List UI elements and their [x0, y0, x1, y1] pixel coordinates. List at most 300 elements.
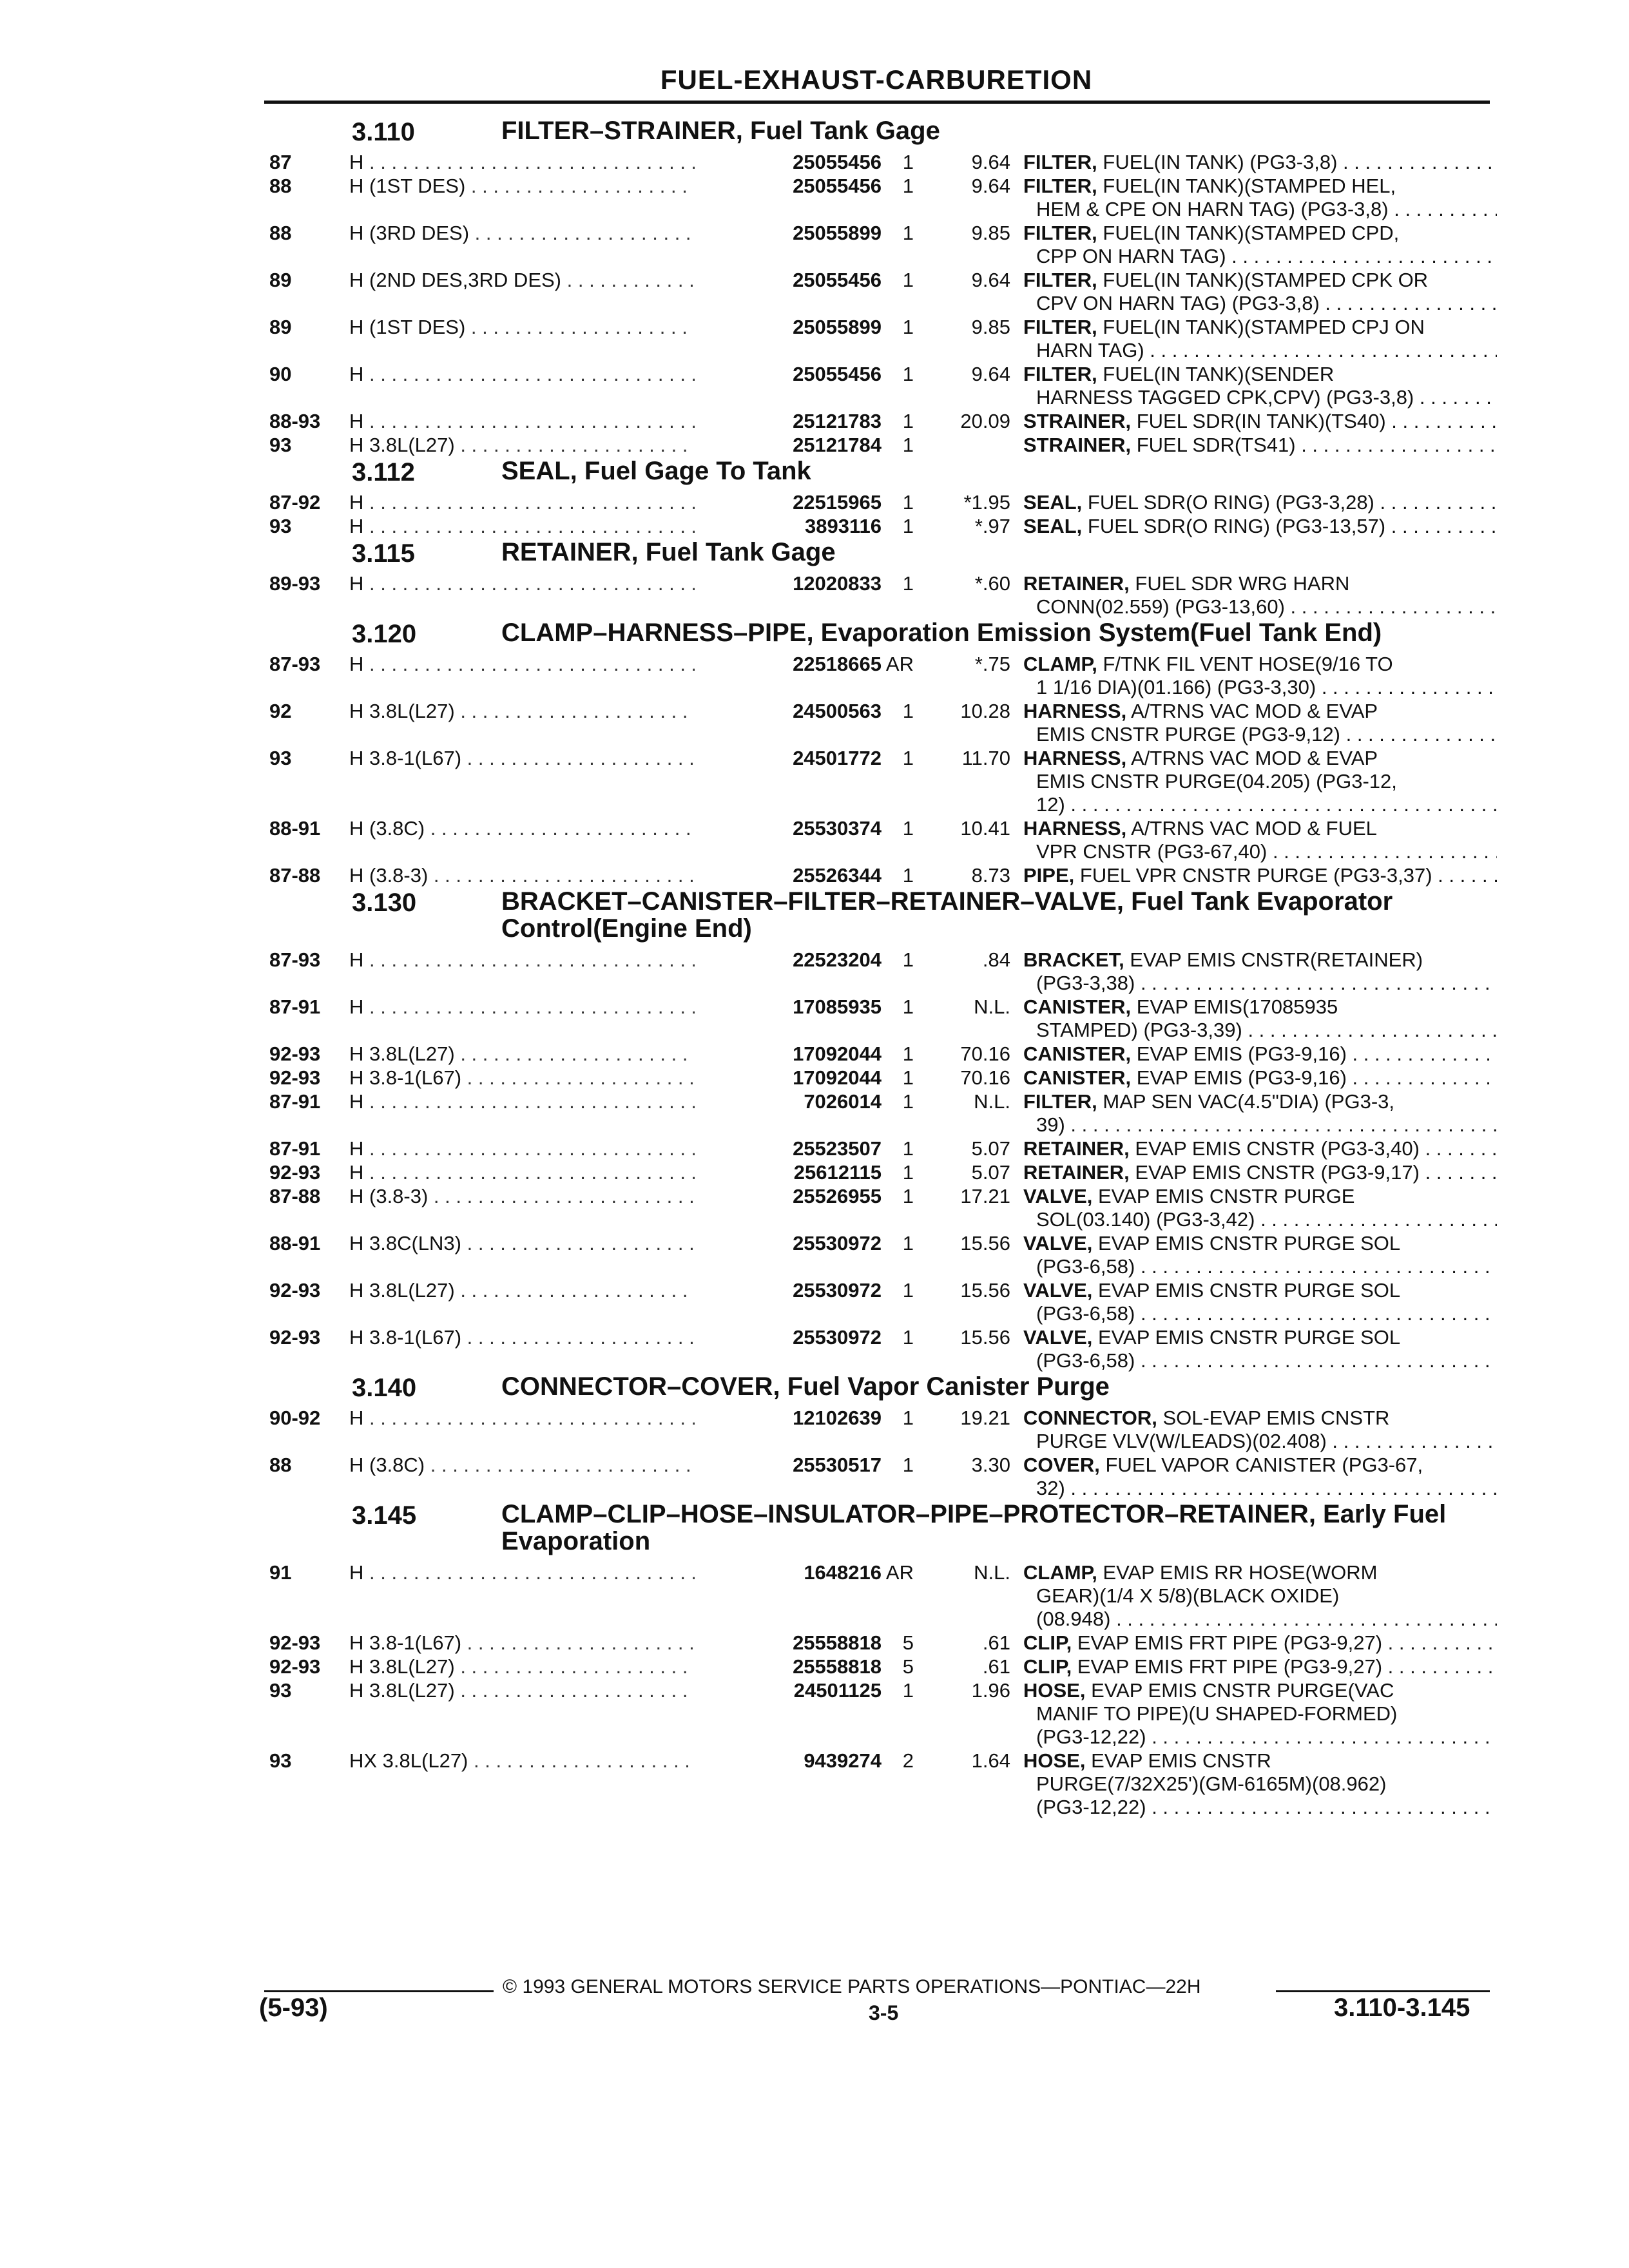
footer-copyright: © 1993 GENERAL MOTORS SERVICE PARTS OPERATIONS—PONTIAC—22H	[503, 1976, 1201, 1997]
model-years: 87-93	[269, 948, 321, 971]
description-line: CPV ON HARN TAG) (PG3-3,8) . . .	[1023, 292, 1497, 315]
description-keyword: HARNESS,	[1023, 700, 1127, 722]
description-line	[1023, 864, 1497, 887]
part-row	[269, 222, 1494, 269]
part-description	[1023, 700, 1497, 746]
description-line	[1023, 515, 1497, 538]
part-row	[269, 1090, 1494, 1137]
part-row	[269, 1407, 1494, 1454]
part-row	[269, 1655, 1494, 1679]
description-text: FUEL(IN TANK)(SENDER	[1097, 363, 1335, 385]
description-keyword: VALVE,	[1023, 1185, 1093, 1207]
description-line	[1023, 700, 1497, 723]
model-code: H 3.8L(L27) . . .	[349, 700, 704, 723]
description-line: 1 1/16 DIA)(01.166) (PG3-3,30) . . .	[1023, 676, 1497, 699]
part-description	[1023, 1137, 1497, 1160]
description-line	[1023, 1679, 1497, 1702]
quantity: 1	[902, 1090, 914, 1113]
quantity: 5	[902, 1655, 914, 1678]
model-code: H . . .	[349, 948, 704, 972]
part-number: 25530972	[695, 1232, 882, 1255]
model-code: H 3.8-1(L67) . . .	[349, 1326, 704, 1349]
part-row	[269, 410, 1494, 434]
part-description	[1023, 948, 1497, 995]
part-description	[1023, 1561, 1497, 1631]
model-years: 91	[269, 1561, 292, 1584]
part-description	[1023, 1454, 1497, 1500]
description-keyword: CANISTER,	[1023, 995, 1132, 1018]
price: 10.28	[960, 700, 1010, 722]
price: .61	[982, 1631, 1010, 1654]
description-text: EVAP EMIS FRT PIPE (PG3-9,27)	[1072, 1655, 1383, 1678]
description-line: EMIS CNSTR PURGE (PG3-9,12) . . .	[1023, 723, 1497, 746]
part-description	[1023, 316, 1497, 362]
description-line	[1023, 363, 1497, 386]
description-line	[1023, 1066, 1497, 1090]
description-text: EVAP EMIS CNSTR PURGE	[1092, 1185, 1355, 1207]
model-years: 92-93	[269, 1655, 321, 1678]
description-line	[1023, 1137, 1497, 1160]
model-code: H . . .	[349, 1561, 704, 1584]
part-number: 24500563	[695, 700, 882, 723]
description-keyword: HOSE,	[1023, 1749, 1086, 1772]
quantity: 1	[902, 1232, 914, 1254]
model-years: 92-93	[269, 1161, 321, 1184]
description-keyword: CLAMP,	[1023, 653, 1097, 675]
part-number: 22523204	[695, 948, 882, 972]
quantity: AR	[885, 653, 914, 675]
quantity: 1	[902, 700, 914, 722]
part-number: 24501772	[695, 747, 882, 770]
description-keyword: FILTER,	[1023, 175, 1097, 197]
model-years: 93	[269, 747, 292, 769]
part-description	[1023, 864, 1497, 887]
price: 5.07	[971, 1161, 1010, 1184]
part-number: 25055899	[695, 222, 882, 245]
model-code: H 3.8L(L27) . . .	[349, 1679, 704, 1702]
price: 11.70	[961, 747, 1010, 769]
part-description	[1023, 151, 1497, 174]
description-keyword: PIPE,	[1023, 864, 1075, 887]
price: 9.64	[971, 151, 1010, 173]
part-description	[1023, 269, 1497, 315]
model-years: 93	[269, 1749, 292, 1772]
price: 5.07	[971, 1137, 1010, 1160]
model-code: H (3.8-3) . . .	[349, 864, 704, 887]
part-number: 25055456	[695, 151, 882, 174]
description-line	[1023, 1090, 1497, 1113]
description-line	[1023, 175, 1497, 198]
part-number: 12102639	[695, 1407, 882, 1430]
description-line	[1023, 1749, 1497, 1773]
price: 19.21	[960, 1407, 1010, 1429]
section-title: CONNECTOR–COVER, Fuel Vapor Canister Purge	[501, 1372, 1110, 1401]
description-line: EMIS CNSTR PURGE(04.205) (PG3-12,	[1036, 770, 1397, 793]
quantity: 1	[902, 491, 914, 514]
part-row	[269, 1631, 1494, 1655]
model-code: H (3.8-3) . . .	[349, 1185, 704, 1208]
model-years: 90-92	[269, 1407, 321, 1429]
footer-section-range: 3.110-3.145	[1334, 1994, 1470, 2022]
description-line	[1023, 1655, 1497, 1678]
part-row	[269, 491, 1494, 515]
part-number: 25055456	[695, 363, 882, 386]
section-heading	[269, 1501, 1494, 1561]
description-line: CPP ON HARN TAG) . . .	[1023, 245, 1497, 268]
description-text: EVAP EMIS CNSTR (PG3-3,40)	[1129, 1137, 1420, 1160]
part-number: 25558818	[695, 1655, 882, 1678]
part-number: 25558818	[695, 1631, 882, 1655]
description-line: 32) . . .	[1023, 1477, 1497, 1500]
model-code: H (3.8C) . . .	[349, 817, 704, 840]
model-years: 88	[269, 222, 292, 244]
model-code: H . . .	[349, 515, 704, 538]
description-keyword: CANISTER,	[1023, 1066, 1132, 1089]
part-description	[1023, 410, 1497, 433]
description-keyword: VALVE,	[1023, 1326, 1093, 1349]
description-line	[1023, 572, 1497, 595]
section-title: FILTER–STRAINER, Fuel Tank Gage	[501, 117, 940, 145]
description-text: F/TNK FIL VENT HOSE(9/16 TO	[1097, 653, 1393, 675]
description-line: (PG3-6,58) . . .	[1023, 1302, 1497, 1325]
part-number: 22518665	[695, 653, 882, 676]
part-row	[269, 995, 1494, 1043]
quantity: 1	[902, 363, 914, 385]
price: 9.85	[971, 316, 1010, 338]
description-text: FUEL VPR CNSTR PURGE (PG3-3,37)	[1074, 864, 1432, 887]
part-description	[1023, 1185, 1497, 1231]
description-line	[1023, 269, 1497, 292]
section-number: 3.120	[352, 620, 417, 648]
part-number: 7026014	[695, 1090, 882, 1113]
price: 1.64	[971, 1749, 1010, 1772]
description-line	[1023, 222, 1497, 245]
model-code: H 3.8-1(L67) . . .	[349, 747, 704, 770]
quantity: 1	[902, 410, 914, 432]
quantity: 1	[902, 1161, 914, 1184]
model-years: 87-88	[269, 864, 321, 887]
price: 9.64	[971, 363, 1010, 385]
model-code: H . . .	[349, 410, 704, 433]
part-number: 1648216	[695, 1561, 882, 1584]
model-years: 88	[269, 1454, 292, 1476]
section-title: CLAMP–HARNESS–PIPE, Evaporation Emission System(Fuel Tank End)	[501, 619, 1382, 647]
description-line	[1023, 747, 1497, 770]
quantity: 1	[902, 1066, 914, 1089]
model-years: 93	[269, 434, 292, 456]
model-code: H 3.8-1(L67) . . .	[349, 1066, 704, 1090]
description-line	[1023, 316, 1497, 339]
price: 15.56	[960, 1326, 1010, 1349]
model-code: H (1ST DES) . . .	[349, 175, 704, 198]
model-code: H . . .	[349, 653, 704, 676]
model-code: H 3.8L(L27) . . .	[349, 1655, 704, 1678]
description-keyword: HARNESS,	[1023, 817, 1127, 840]
description-keyword: CONNECTOR,	[1023, 1407, 1157, 1429]
description-keyword: CLAMP,	[1023, 1561, 1097, 1584]
model-code: H . . .	[349, 1137, 704, 1160]
part-row	[269, 434, 1494, 457]
description-keyword: COVER,	[1023, 1454, 1100, 1476]
part-row	[269, 1561, 1494, 1631]
quantity: 1	[902, 151, 914, 173]
price: 3.30	[971, 1454, 1010, 1476]
description-line: PURGE VLV(W/LEADS)(02.408) . . .	[1023, 1430, 1497, 1453]
quantity: AR	[885, 1561, 914, 1584]
part-row	[269, 1137, 1494, 1161]
part-description	[1023, 363, 1497, 409]
price: .84	[982, 948, 1010, 971]
footer-date: (5-93)	[259, 1994, 328, 2022]
part-row	[269, 363, 1494, 410]
part-description	[1023, 1232, 1497, 1278]
section-number: 3.112	[352, 458, 415, 486]
quantity: 1	[902, 1279, 914, 1302]
section-title: RETAINER, Fuel Tank Gage	[501, 538, 836, 566]
description-keyword: FILTER,	[1023, 363, 1097, 385]
description-line	[1023, 1631, 1497, 1655]
quantity: 2	[902, 1749, 914, 1772]
description-text: EVAP EMIS RR HOSE(WORM	[1097, 1561, 1378, 1584]
part-number: 25526955	[695, 1185, 882, 1208]
description-line	[1023, 1161, 1497, 1184]
part-description	[1023, 1161, 1497, 1184]
model-years: 87-91	[269, 1137, 321, 1160]
quantity: 1	[902, 316, 914, 338]
description-line: HARN TAG) . . .	[1023, 339, 1497, 362]
description-text: FUEL(IN TANK) (PG3-3,8)	[1097, 151, 1338, 173]
description-line: CONN(02.559) (PG3-13,60) . . .	[1023, 595, 1497, 619]
quantity: 1	[902, 1454, 914, 1476]
part-description	[1023, 817, 1497, 863]
description-text: FUEL SDR WRG HARN	[1129, 572, 1350, 595]
part-description	[1023, 1043, 1497, 1066]
description-text: MAP SEN VAC(4.5"DIA) (PG3-3,	[1097, 1090, 1394, 1113]
part-row	[269, 1749, 1494, 1820]
quantity: 1	[902, 572, 914, 595]
description-keyword: CLIP,	[1023, 1631, 1072, 1654]
footer-rule-right	[1276, 1990, 1490, 1992]
model-code: H . . .	[349, 572, 704, 595]
part-row	[269, 1326, 1494, 1373]
description-line: (08.948) . . .	[1023, 1608, 1497, 1631]
model-code: H 3.8-1(L67) . . .	[349, 1631, 704, 1655]
description-line: (PG3-6,58) . . .	[1023, 1349, 1497, 1372]
description-line	[1023, 434, 1497, 457]
part-number: 25530374	[695, 817, 882, 840]
header-rule	[264, 101, 1490, 104]
model-years: 89-93	[269, 572, 321, 595]
model-years: 89	[269, 269, 292, 291]
description-keyword: CLIP,	[1023, 1655, 1072, 1678]
part-description	[1023, 747, 1497, 816]
part-description	[1023, 995, 1497, 1042]
description-keyword: RETAINER,	[1023, 572, 1130, 595]
description-line: STAMPED) (PG3-3,39) . . .	[1023, 1019, 1497, 1042]
quantity: 1	[902, 1679, 914, 1702]
part-row	[269, 864, 1494, 888]
model-years: 89	[269, 316, 292, 338]
price: N.L.	[974, 995, 1010, 1018]
part-row	[269, 572, 1494, 619]
model-code: H . . .	[349, 1161, 704, 1184]
section-heading	[269, 1373, 1494, 1407]
quantity: 1	[902, 1326, 914, 1349]
description-keyword: VALVE,	[1023, 1279, 1093, 1302]
section-title: SEAL, Fuel Gage To Tank	[501, 457, 811, 485]
description-text: FUEL(IN TANK)(STAMPED CPK OR	[1097, 269, 1429, 291]
description-line	[1023, 948, 1497, 972]
part-number: 25055456	[695, 175, 882, 198]
part-description	[1023, 1279, 1497, 1325]
part-row	[269, 1161, 1494, 1185]
part-description	[1023, 222, 1497, 268]
description-line: MANIF TO PIPE)(U SHAPED-FORMED)	[1036, 1702, 1398, 1725]
part-number: 9439274	[695, 1749, 882, 1773]
model-years: 87-92	[269, 491, 321, 514]
description-text: EVAP EMIS FRT PIPE (PG3-9,27)	[1072, 1631, 1383, 1654]
model-years: 87-93	[269, 653, 321, 675]
description-text: SOL-EVAP EMIS CNSTR	[1157, 1407, 1390, 1429]
model-code: H . . .	[349, 363, 704, 386]
part-description	[1023, 1749, 1497, 1819]
quantity: 1	[902, 1407, 914, 1429]
part-row	[269, 817, 1494, 864]
part-row	[269, 1185, 1494, 1232]
quantity: 1	[902, 995, 914, 1018]
part-description	[1023, 1066, 1497, 1090]
part-number: 22515965	[695, 491, 882, 514]
quantity: 1	[902, 175, 914, 197]
section-heading	[269, 457, 1494, 491]
description-line	[1023, 995, 1497, 1019]
description-keyword: HOSE,	[1023, 1679, 1086, 1702]
description-keyword: BRACKET,	[1023, 948, 1124, 971]
price: 1.96	[971, 1679, 1010, 1702]
model-years: 92-93	[269, 1066, 321, 1089]
section-title: CLAMP–CLIP–HOSE–INSULATOR–PIPE–PROTECTOR–RETAINER, Early Fuel Evaporation	[501, 1500, 1447, 1555]
description-text: FUEL SDR(O RING) (PG3-3,28)	[1082, 491, 1374, 514]
model-code: HX 3.8L(L27) . . .	[349, 1749, 704, 1773]
part-number: 25526344	[695, 864, 882, 887]
description-line: 12) . . .	[1023, 793, 1497, 816]
part-row	[269, 1679, 1494, 1749]
part-row	[269, 653, 1494, 700]
part-description	[1023, 1326, 1497, 1372]
description-line	[1023, 653, 1497, 676]
description-keyword: RETAINER,	[1023, 1161, 1130, 1184]
quantity: 1	[902, 864, 914, 887]
part-number: 3893116	[695, 515, 882, 538]
price: N.L.	[974, 1090, 1010, 1113]
description-keyword: STRAINER,	[1023, 434, 1132, 456]
model-code: H (3RD DES) . . .	[349, 222, 704, 245]
description-line: 39) . . .	[1023, 1113, 1497, 1137]
part-number: 25612115	[695, 1161, 882, 1184]
description-line	[1023, 1232, 1497, 1255]
part-description	[1023, 1631, 1497, 1655]
description-keyword: FILTER,	[1023, 269, 1097, 291]
price: *.75	[974, 653, 1010, 675]
part-row	[269, 515, 1494, 539]
model-code: H 3.8L(L27) . . .	[349, 434, 704, 457]
part-description	[1023, 653, 1497, 699]
part-number: 25055899	[695, 316, 882, 339]
description-text: EVAP EMIS CNSTR (PG3-9,17)	[1129, 1161, 1420, 1184]
model-code: H . . .	[349, 1407, 704, 1430]
price: 70.16	[960, 1043, 1010, 1065]
section-title: BRACKET–CANISTER–FILTER–RETAINER–VALVE, Fuel Tank Evaporator Control(Engine End)	[501, 887, 1393, 943]
description-keyword: FILTER,	[1023, 316, 1097, 338]
model-code: H (1ST DES) . . .	[349, 316, 704, 339]
description-text: A/TRNS VAC MOD & EVAP	[1126, 700, 1378, 722]
part-number: 25523507	[695, 1137, 882, 1160]
part-row	[269, 1279, 1494, 1326]
description-keyword: SEAL,	[1023, 515, 1083, 537]
description-line	[1023, 1185, 1497, 1208]
quantity: 5	[902, 1631, 914, 1654]
price: 17.21	[960, 1185, 1010, 1207]
quantity: 1	[902, 222, 914, 244]
part-number: 25055456	[695, 269, 882, 292]
description-line	[1023, 1407, 1497, 1430]
price: 70.16	[960, 1066, 1010, 1089]
part-number: 25530972	[695, 1326, 882, 1349]
description-text: EVAP EMIS CNSTR PURGE(VAC	[1085, 1679, 1394, 1702]
description-keyword: HARNESS,	[1023, 747, 1127, 769]
part-number: 17092044	[695, 1066, 882, 1090]
price: N.L.	[974, 1561, 1010, 1584]
price: 8.73	[971, 864, 1010, 887]
section-number: 3.110	[352, 118, 415, 146]
part-number: 25530517	[695, 1454, 882, 1477]
model-years: 92-93	[269, 1326, 321, 1349]
description-keyword: SEAL,	[1023, 491, 1083, 514]
part-row	[269, 700, 1494, 747]
model-years: 87-91	[269, 995, 321, 1018]
model-years: 88	[269, 175, 292, 197]
model-years: 88-91	[269, 817, 321, 840]
description-line	[1023, 1043, 1497, 1066]
description-line	[1023, 1326, 1497, 1349]
part-row	[269, 948, 1494, 995]
part-row	[269, 1043, 1494, 1066]
model-years: 87-88	[269, 1185, 321, 1207]
page-header: FUEL-EXHAUST-CARBURETION	[660, 64, 1093, 95]
part-description	[1023, 1090, 1497, 1137]
footer-rule-left	[264, 1990, 494, 1992]
quantity: 1	[902, 269, 914, 291]
part-description	[1023, 1407, 1497, 1453]
description-text: FUEL SDR(IN TANK)(TS40)	[1131, 410, 1386, 432]
quantity: 1	[902, 747, 914, 769]
section-heading	[269, 619, 1494, 653]
description-text: EVAP EMIS CNSTR	[1085, 1749, 1271, 1772]
description-line	[1023, 1561, 1497, 1584]
model-code: H . . .	[349, 1090, 704, 1113]
model-code: H . . .	[349, 491, 704, 514]
part-description	[1023, 1679, 1497, 1749]
model-code: H 3.8L(L27) . . .	[349, 1043, 704, 1066]
description-text: EVAP EMIS (PG3-9,16)	[1131, 1043, 1347, 1065]
model-code: H . . .	[349, 995, 704, 1019]
price: 9.64	[971, 175, 1010, 197]
description-line	[1023, 1279, 1497, 1302]
part-number: 17085935	[695, 995, 882, 1019]
part-number: 24501125	[695, 1679, 882, 1702]
part-number: 25530972	[695, 1279, 882, 1302]
part-description	[1023, 434, 1497, 457]
